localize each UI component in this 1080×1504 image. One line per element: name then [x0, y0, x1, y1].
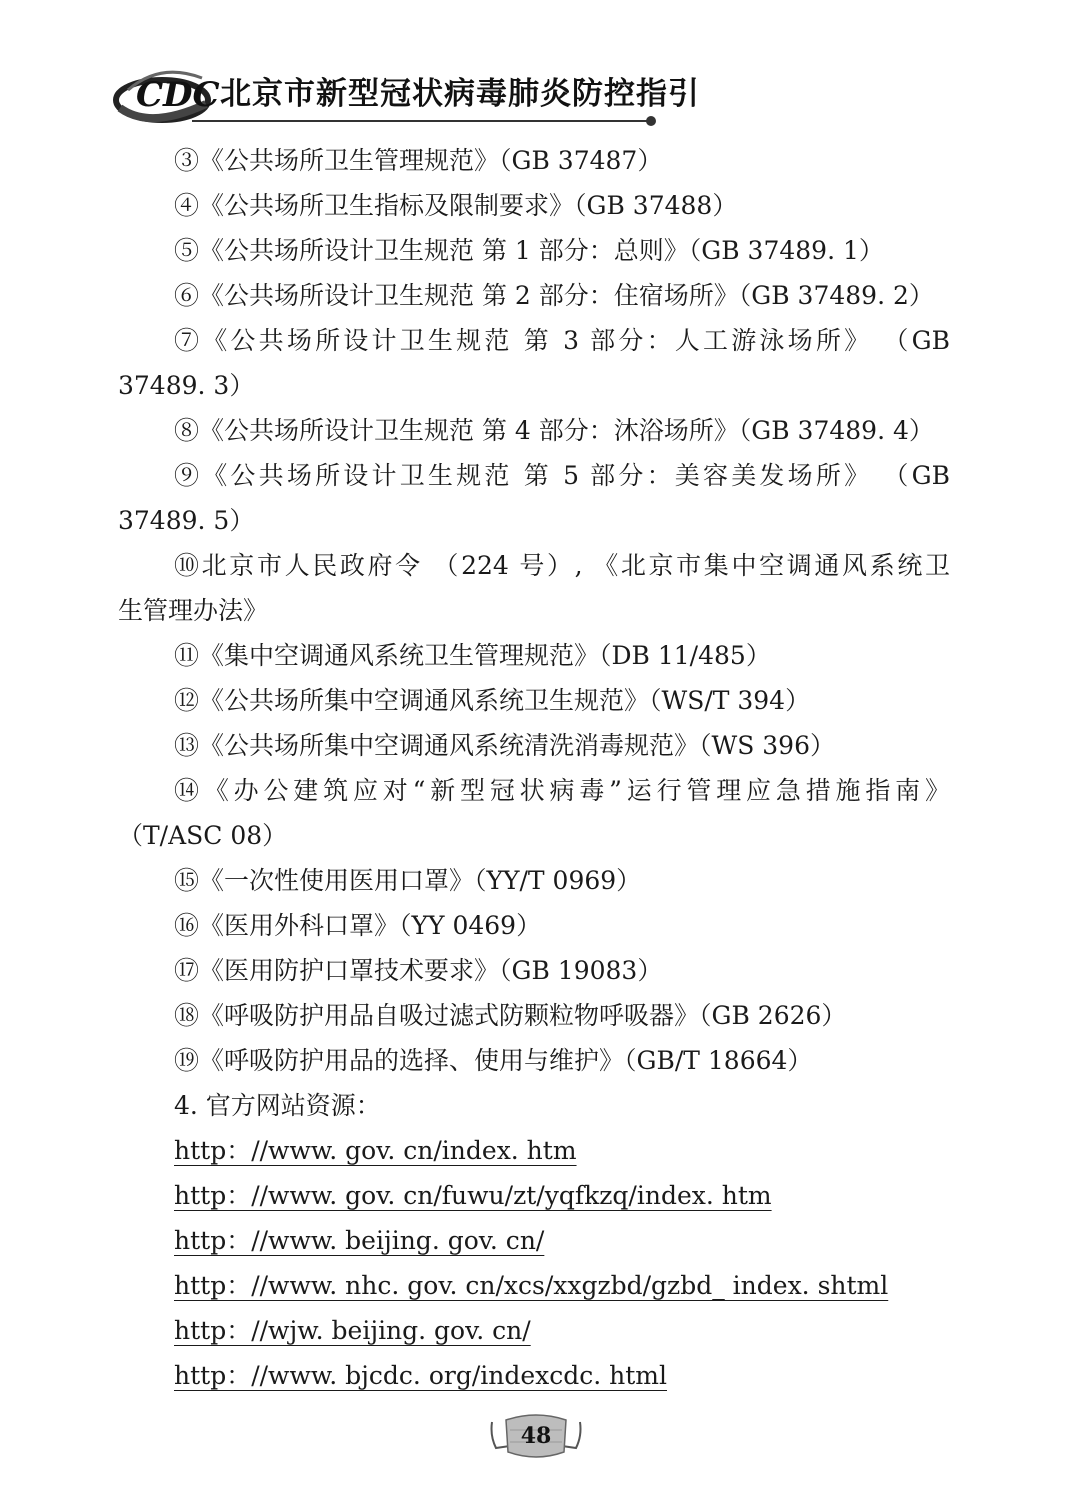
reference-item-continuation: （T/ASC 08） — [118, 821, 288, 850]
website-link[interactable]: http：//wjw. beijing. gov. cn/ — [174, 1316, 531, 1345]
reference-item-continuation: 37489. 3） — [118, 371, 255, 400]
page-header — [110, 60, 700, 140]
page-number: 48 — [520, 1423, 552, 1449]
reference-item: ⑰《医用防护口罩技术要求》（GB 19083） — [174, 956, 663, 985]
reference-item: ⑲《呼吸防护用品的选择、使用与维护》（GB/T 18664） — [174, 1046, 813, 1075]
reference-item: ⑯《医用外科口罩》（YY 0469） — [174, 911, 542, 940]
reference-item-continuation: 37489. 5） — [118, 506, 255, 535]
link-row — [118, 1263, 950, 1308]
header-title: 北京市新型冠状病毒肺炎防控指引 — [220, 76, 700, 112]
link-row — [118, 1173, 950, 1218]
reference-item: ⑱《呼吸防护用品自吸过滤式防颗粒物呼吸器》（GB 2626） — [174, 1001, 847, 1030]
header-dot — [646, 116, 656, 126]
reference-item: ⑪《集中空调通风系统卫生管理规范》（DB 11/485） — [174, 641, 771, 670]
reference-item: ⑬《公共场所集中空调通风系统清洗消毒规范》（WS 396） — [174, 731, 835, 760]
website-link[interactable]: http：//www. gov. cn/index. htm — [174, 1136, 577, 1165]
website-link[interactable]: http：//www. gov. cn/fuwu/zt/yqfkzq/index. htm — [174, 1181, 772, 1210]
document-body — [118, 138, 950, 1398]
header-rule — [192, 120, 650, 122]
reference-item: ⑥《公共场所设计卫生规范 第 2 部分：住宿场所》（GB 37489. 2） — [174, 281, 934, 310]
reference-list — [118, 138, 950, 1083]
reference-item: ⑦《公共场所设计卫生规范 第 3 部分：人工游泳场所》 （GB — [174, 326, 950, 355]
reference-item: ⑭《办公建筑应对“新型冠状病毒”运行管理应急措施指南》 — [174, 776, 950, 805]
reference-item: ③《公共场所卫生管理规范》（GB 37487） — [174, 146, 663, 175]
website-link[interactable]: http：//www. bjcdc. org/indexcdc. html — [174, 1361, 667, 1390]
website-links — [118, 1128, 950, 1398]
reference-item-continuation: 生管理办法》 — [118, 596, 269, 625]
website-link[interactable]: http：//www. nhc. gov. cn/xcs/xxgzbd/gzbd_ index. shtml — [174, 1271, 889, 1300]
link-row — [118, 1218, 950, 1263]
link-row — [118, 1353, 950, 1398]
link-row — [118, 1128, 950, 1173]
logo-text: CDC — [136, 75, 220, 115]
reference-item: ⑩北京市人民政府令 （224 号）, 《北京市集中空调通风系统卫 — [174, 551, 950, 580]
page-footer — [488, 1412, 584, 1460]
reference-item: ⑧《公共场所设计卫生规范 第 4 部分：沐浴场所》（GB 37489. 4） — [174, 416, 934, 445]
reference-item: ⑫《公共场所集中空调通风系统卫生规范》（WS/T 394） — [174, 686, 811, 715]
reference-item: ⑨《公共场所设计卫生规范 第 5 部分：美容美发场所》 （GB — [174, 461, 950, 490]
reference-item: ⑮《一次性使用医用口罩》（YY/T 0969） — [174, 866, 642, 895]
reference-item: ④《公共场所卫生指标及限制要求》（GB 37488） — [174, 191, 738, 220]
link-row — [118, 1308, 950, 1353]
reference-item: ⑤《公共场所设计卫生规范 第 1 部分：总则》（GB 37489. 1） — [174, 236, 884, 265]
section-heading: 4. 官方网站资源： — [174, 1091, 381, 1120]
website-link[interactable]: http：//www. beijing. gov. cn/ — [174, 1226, 545, 1255]
